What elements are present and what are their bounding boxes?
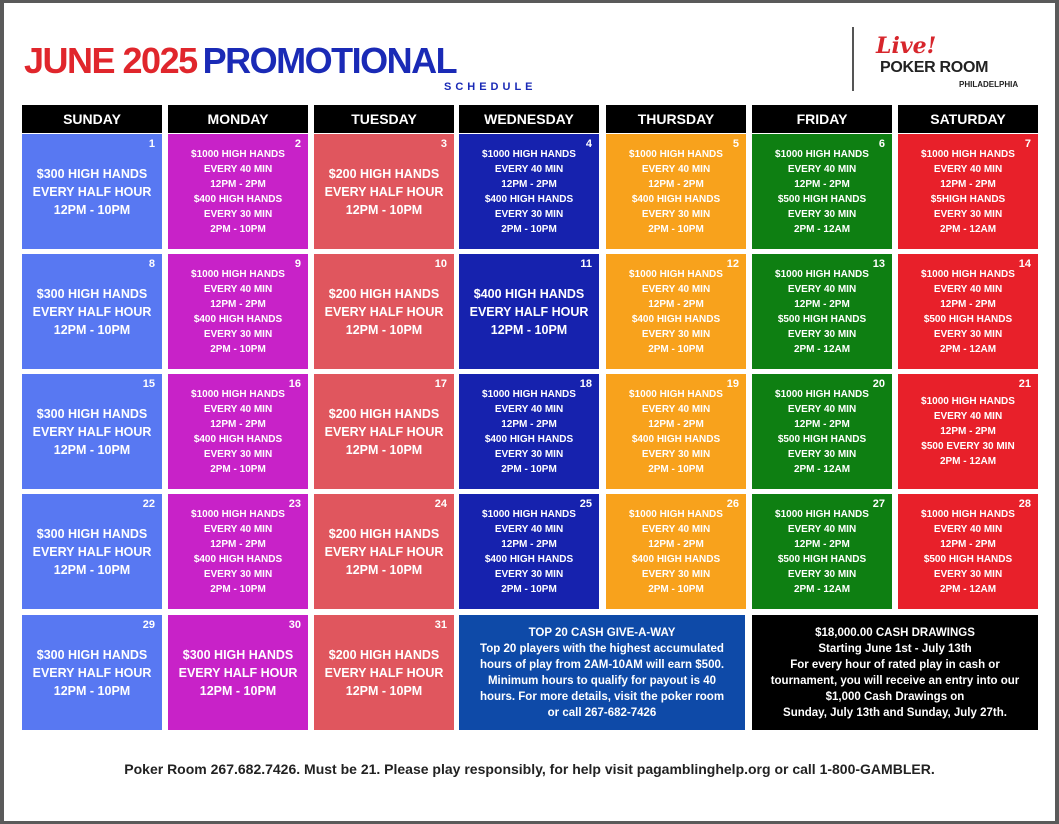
day-cell	[168, 374, 308, 489]
day-header-monday: MONDAY	[168, 105, 308, 133]
promo-line: EVERY 30 MIN	[203, 328, 273, 340]
day-cell	[314, 615, 454, 730]
promo-line: EVERY 30 MIN	[203, 448, 273, 460]
promo-line: 12PM - 10PM	[53, 562, 131, 577]
promo-line: 2PM - 12AM	[939, 583, 997, 595]
day-cell	[22, 374, 162, 489]
promo-line: $400 HIGH HANDS	[193, 193, 283, 205]
promo-line: $400 HIGH HANDS	[473, 286, 585, 301]
promo-line: 12PM - 10PM	[345, 322, 423, 337]
day-number: 25	[579, 498, 592, 510]
promo-line: EVERY HALF HOUR	[324, 424, 444, 439]
promo-line: 2PM - 10PM	[648, 463, 704, 475]
promo-line: $1000 HIGH HANDS	[921, 268, 1015, 280]
promo-line: $300 HIGH HANDS	[36, 526, 148, 541]
day-number: 3	[440, 138, 447, 150]
day-number: 28	[1018, 498, 1031, 510]
day-cell	[168, 254, 308, 369]
day-number: 14	[1018, 258, 1031, 270]
promo-line: EVERY 40 MIN	[787, 403, 857, 415]
promo-line: 12PM - 2PM	[794, 538, 850, 550]
promo-line: 12PM - 2PM	[501, 538, 557, 550]
day-cell	[898, 374, 1038, 489]
promo-line: $500 HIGH HANDS	[777, 553, 867, 565]
promo-line: $200 HIGH HANDS	[328, 647, 440, 662]
promo-line: 2PM - 12AM	[939, 223, 997, 235]
promo-line: $1000 HIGH HANDS	[775, 148, 869, 160]
cash-drawings-box-line: $1,000 Cash Drawings on	[825, 690, 965, 703]
promo-line: EVERY 40 MIN	[933, 411, 1003, 422]
promo-line: EVERY 40 MIN	[203, 163, 273, 175]
day-number: 16	[288, 378, 301, 390]
day-number: 17	[434, 378, 447, 390]
promo-line: 2PM - 10PM	[501, 223, 557, 235]
promo-line: $1000 HIGH HANDS	[921, 148, 1015, 160]
promo-line: EVERY 30 MIN	[641, 328, 711, 340]
promo-line: EVERY 40 MIN	[641, 163, 711, 175]
promo-line: EVERY 40 MIN	[787, 283, 857, 295]
promo-line: 12PM - 2PM	[794, 418, 850, 430]
day-header-tuesday: TUESDAY	[314, 105, 454, 133]
day-cell	[314, 254, 454, 369]
promo-line: $1000 HIGH HANDS	[629, 388, 723, 400]
day-cell	[314, 494, 454, 609]
day-number: 26	[726, 498, 739, 510]
day-header-thursday: THURSDAY	[606, 105, 746, 133]
promo-line: $500 HIGH HANDS	[923, 553, 1013, 565]
day-number: 20	[872, 378, 885, 390]
logo-divider	[852, 27, 854, 91]
promo-line: 12PM - 10PM	[199, 683, 277, 698]
title-month: JUNE 2025	[24, 40, 197, 81]
day-cell	[22, 615, 162, 730]
promo-line: 12PM - 2PM	[648, 418, 704, 430]
promo-line: $1000 HIGH HANDS	[482, 508, 576, 520]
promo-line: 12PM - 2PM	[648, 298, 704, 310]
promo-line: EVERY 40 MIN	[933, 163, 1003, 175]
cash-giveaway-box-line: or call 267-682-7426	[547, 706, 657, 719]
promo-line: 12PM - 2PM	[501, 418, 557, 430]
day-number: 2	[294, 138, 301, 150]
promo-line: $400 HIGH HANDS	[193, 313, 283, 325]
day-cell	[752, 254, 892, 369]
promo-line: 2PM - 12AM	[793, 583, 851, 595]
promo-line: $400 HIGH HANDS	[193, 433, 283, 445]
day-header-sunday: SUNDAY	[22, 105, 162, 133]
promo-line: 2PM - 10PM	[501, 583, 557, 595]
day-number: 13	[872, 258, 885, 270]
day-cell	[459, 374, 599, 489]
promo-line: 2PM - 10PM	[210, 463, 266, 475]
promo-line: 12PM - 10PM	[53, 322, 131, 337]
day-cell	[606, 254, 746, 369]
promo-line: 2PM - 12AM	[939, 343, 997, 355]
day-number: 15	[142, 378, 155, 390]
day-header-wednesday: WEDNESDAY	[459, 105, 599, 133]
cash-drawings-box-line: Starting June 1st - July 13th	[818, 642, 972, 655]
day-cell	[459, 254, 599, 369]
promo-line: EVERY 40 MIN	[494, 403, 564, 415]
promo-line: EVERY 40 MIN	[933, 283, 1003, 295]
day-number: 23	[288, 498, 301, 510]
day-cell	[314, 374, 454, 489]
promo-line: $500 HIGH HANDS	[777, 313, 867, 325]
day-cell	[22, 494, 162, 609]
promo-line: $300 HIGH HANDS	[36, 647, 148, 662]
day-number: 1	[148, 138, 155, 150]
day-number: 10	[434, 258, 447, 270]
promo-line: EVERY 40 MIN	[641, 283, 711, 295]
promo-line: EVERY 30 MIN	[494, 568, 564, 580]
promo-line: $400 HIGH HANDS	[484, 433, 574, 445]
day-number: 22	[142, 498, 155, 510]
day-cell	[459, 134, 599, 249]
promo-line: EVERY 30 MIN	[787, 448, 857, 460]
day-cell	[168, 134, 308, 249]
promo-line: 12PM - 10PM	[53, 442, 131, 457]
title-word: PROMOTIONAL	[202, 40, 457, 81]
day-number: 21	[1018, 378, 1031, 390]
promo-line: 12PM - 2PM	[794, 178, 850, 190]
day-cell	[606, 374, 746, 489]
cash-giveaway-box-line: hours of play from 2AM-10AM will earn $500.	[479, 658, 725, 671]
day-number: 4	[585, 138, 592, 150]
promo-line: EVERY 30 MIN	[494, 208, 564, 220]
promo-line: $300 HIGH HANDS	[36, 286, 148, 301]
promo-line: $400 HIGH HANDS	[631, 553, 721, 565]
cash-drawings-box-line: tournament, you will receive an entry into our	[770, 674, 1020, 687]
day-cell	[898, 134, 1038, 249]
promo-line: 12PM - 2PM	[648, 178, 704, 190]
promo-line: $200 HIGH HANDS	[328, 166, 440, 181]
day-cell	[898, 494, 1038, 609]
promo-line: EVERY HALF HOUR	[469, 304, 589, 319]
day-cell	[22, 254, 162, 369]
day-cell	[752, 494, 892, 609]
day-number: 12	[726, 258, 739, 270]
promo-line: EVERY 40 MIN	[933, 523, 1003, 535]
page-subtitle: SCHEDULE	[444, 81, 537, 93]
promo-line: $400 HIGH HANDS	[193, 553, 283, 565]
promo-line: $500 EVERY 30 MIN	[921, 441, 1015, 452]
promo-line: EVERY HALF HOUR	[32, 544, 152, 559]
promo-line: $1000 HIGH HANDS	[191, 268, 285, 280]
promo-line: 2PM - 12AM	[793, 343, 851, 355]
day-number: 9	[294, 258, 301, 270]
promo-line: $1000 HIGH HANDS	[629, 148, 723, 160]
logo-name: POKER ROOM	[880, 59, 989, 76]
promo-line: 2PM - 12AM	[793, 463, 851, 475]
day-cell	[752, 374, 892, 489]
promo-line: $1000 HIGH HANDS	[191, 388, 285, 400]
promo-line: EVERY 40 MIN	[203, 403, 273, 415]
cash-giveaway-box-line: Minimum hours to qualify for payout is 40	[487, 674, 717, 687]
promo-line: EVERY 40 MIN	[787, 163, 857, 175]
day-cell	[168, 615, 308, 730]
cash-drawings-box-line: $18,000.00 CASH DRAWINGS	[815, 626, 975, 639]
day-number: 6	[878, 138, 885, 150]
promo-line: 12PM - 2PM	[648, 538, 704, 550]
promo-line: EVERY HALF HOUR	[324, 184, 444, 199]
promo-line: EVERY HALF HOUR	[324, 544, 444, 559]
promo-line: $1000 HIGH HANDS	[921, 396, 1015, 407]
day-header-friday: FRIDAY	[752, 105, 892, 133]
promo-line: 12PM - 10PM	[53, 683, 131, 698]
promo-line: 12PM - 10PM	[53, 202, 131, 217]
page-title	[24, 41, 456, 81]
promo-line: $1000 HIGH HANDS	[775, 268, 869, 280]
promo-line: $1000 HIGH HANDS	[629, 268, 723, 280]
promo-line: EVERY 40 MIN	[787, 523, 857, 535]
promo-line: 12PM - 2PM	[210, 418, 266, 430]
cash-giveaway-box-line: hours. For more details, visit the poker room	[479, 690, 725, 703]
day-cell	[459, 494, 599, 609]
promo-line: 12PM - 10PM	[490, 322, 568, 337]
promo-line: EVERY 30 MIN	[933, 208, 1003, 220]
day-number: 18	[579, 378, 592, 390]
promo-line: $1000 HIGH HANDS	[775, 388, 869, 400]
day-cell	[314, 134, 454, 249]
promo-line: 2PM - 10PM	[501, 463, 557, 475]
calendar-page	[4, 3, 1055, 821]
cash-giveaway-box	[459, 615, 745, 730]
promo-line: $300 HIGH HANDS	[182, 647, 294, 662]
promo-line: EVERY 30 MIN	[933, 328, 1003, 340]
promo-line: 12PM - 2PM	[210, 538, 266, 550]
day-header-saturday: SATURDAY	[898, 105, 1038, 133]
promo-line: EVERY 30 MIN	[787, 328, 857, 340]
promo-line: 12PM - 2PM	[940, 178, 996, 190]
day-number: 24	[434, 498, 447, 510]
promo-line: 2PM - 10PM	[648, 343, 704, 355]
day-number: 19	[726, 378, 739, 390]
promo-line: 2PM - 10PM	[648, 223, 704, 235]
promo-line: $500 HIGH HANDS	[923, 313, 1013, 325]
promo-line: EVERY HALF HOUR	[32, 184, 152, 199]
promo-line: $400 HIGH HANDS	[631, 313, 721, 325]
promo-line: 2PM - 10PM	[210, 343, 266, 355]
promo-line: $1000 HIGH HANDS	[482, 388, 576, 400]
day-number: 30	[288, 619, 301, 631]
promo-line: 12PM - 2PM	[940, 298, 996, 310]
promo-line: 12PM - 10PM	[345, 442, 423, 457]
promo-line: $1000 HIGH HANDS	[921, 508, 1015, 520]
promo-line: EVERY 40 MIN	[494, 163, 564, 175]
day-number: 7	[1024, 138, 1031, 150]
day-cell	[606, 494, 746, 609]
promo-line: $1000 HIGH HANDS	[191, 148, 285, 160]
promo-line: $400 HIGH HANDS	[631, 193, 721, 205]
cash-drawings-box-line: For every hour of rated play in cash or	[790, 658, 1000, 671]
day-number: 29	[142, 619, 155, 631]
promo-line: EVERY 30 MIN	[641, 208, 711, 220]
promo-line: 2PM - 10PM	[210, 583, 266, 595]
day-number: 11	[580, 258, 592, 270]
promo-line: $400 HIGH HANDS	[484, 553, 574, 565]
promo-line: 12PM - 10PM	[345, 562, 423, 577]
promo-line: 12PM - 2PM	[940, 426, 996, 437]
cash-drawings-box	[752, 615, 1038, 730]
cash-giveaway-box-line: Top 20 players with the highest accumulated	[480, 642, 724, 655]
cash-giveaway-box-line: TOP 20 CASH GIVE-A-WAY	[528, 626, 676, 639]
promo-line: $5HIGH HANDS	[930, 193, 1006, 205]
promo-line: EVERY 40 MIN	[641, 403, 711, 415]
promo-line: EVERY HALF HOUR	[32, 665, 152, 680]
promo-line: EVERY HALF HOUR	[324, 304, 444, 319]
day-cell	[898, 254, 1038, 369]
promo-line: EVERY 30 MIN	[787, 208, 857, 220]
promo-line: $1000 HIGH HANDS	[482, 148, 576, 160]
promo-line: EVERY 30 MIN	[641, 568, 711, 580]
promo-line: $1000 HIGH HANDS	[629, 508, 723, 520]
promo-line: EVERY 30 MIN	[933, 568, 1003, 580]
promo-line: EVERY 30 MIN	[203, 208, 273, 220]
promo-line: $400 HIGH HANDS	[631, 433, 721, 445]
promo-line: $300 HIGH HANDS	[36, 166, 148, 181]
promo-line: 2PM - 10PM	[648, 583, 704, 595]
promo-line: $300 HIGH HANDS	[36, 406, 148, 421]
promo-line: $500 HIGH HANDS	[777, 193, 867, 205]
promo-line: 12PM - 2PM	[210, 178, 266, 190]
cash-drawings-box-line: Sunday, July 13th and Sunday, July 27th.	[783, 706, 1007, 719]
promo-line: EVERY 30 MIN	[641, 448, 711, 460]
promo-line: $400 HIGH HANDS	[484, 193, 574, 205]
promo-line: EVERY 40 MIN	[494, 523, 564, 535]
promo-line: 12PM - 10PM	[345, 683, 423, 698]
promo-line: EVERY HALF HOUR	[178, 665, 298, 680]
promo-line: 12PM - 2PM	[210, 298, 266, 310]
promo-line: EVERY HALF HOUR	[324, 665, 444, 680]
promo-line: $200 HIGH HANDS	[328, 406, 440, 421]
day-number: 8	[148, 258, 155, 270]
day-cell	[22, 134, 162, 249]
promo-line: EVERY 40 MIN	[203, 283, 273, 295]
promo-line: 12PM - 2PM	[794, 298, 850, 310]
logo-live: Live!	[876, 33, 937, 59]
promo-line: $200 HIGH HANDS	[328, 286, 440, 301]
day-cell	[752, 134, 892, 249]
promo-line: EVERY 40 MIN	[203, 523, 273, 535]
promo-line: $1000 HIGH HANDS	[775, 508, 869, 520]
promo-line: $200 HIGH HANDS	[328, 526, 440, 541]
promo-line: 12PM - 2PM	[501, 178, 557, 190]
day-cell	[606, 134, 746, 249]
logo-city: PHILADELPHIA	[959, 80, 1019, 89]
promo-line: 2PM - 12AM	[939, 456, 997, 467]
promo-line: EVERY HALF HOUR	[32, 304, 152, 319]
promo-line: 12PM - 2PM	[940, 538, 996, 550]
promo-line: 12PM - 10PM	[345, 202, 423, 217]
promo-line: EVERY 30 MIN	[787, 568, 857, 580]
promo-line: EVERY 30 MIN	[203, 568, 273, 580]
promo-line: 2PM - 10PM	[210, 223, 266, 235]
promo-line: EVERY 30 MIN	[494, 448, 564, 460]
day-cell	[168, 494, 308, 609]
promo-line: $500 HIGH HANDS	[777, 433, 867, 445]
day-number: 5	[732, 138, 739, 150]
promo-line: 2PM - 12AM	[793, 223, 851, 235]
footer-text: Poker Room 267.682.7426. Must be 21. Please play responsibly, for help visit pagamblinghelp.org or call 1-800-GAMBLER.	[124, 761, 935, 777]
promo-line: EVERY HALF HOUR	[32, 424, 152, 439]
promo-line: $1000 HIGH HANDS	[191, 508, 285, 520]
day-number: 31	[434, 619, 447, 631]
promo-line: EVERY 40 MIN	[641, 523, 711, 535]
day-number: 27	[872, 498, 885, 510]
